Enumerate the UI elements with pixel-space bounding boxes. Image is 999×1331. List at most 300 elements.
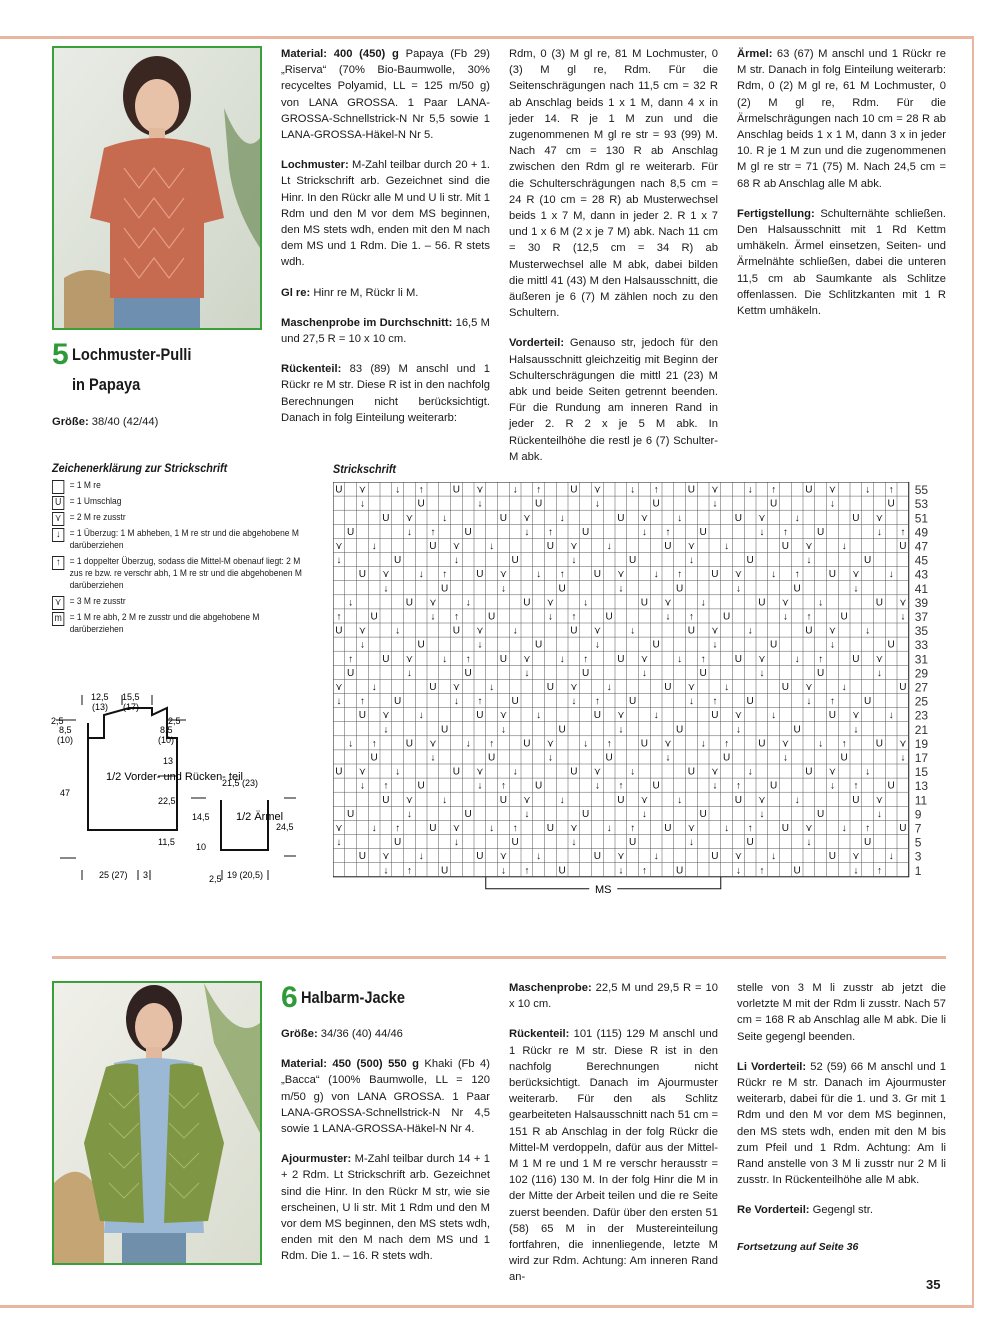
chart-stitch-symbol: ↑ — [547, 526, 553, 538]
section6-col1 — [281, 1026, 490, 1279]
schematic-sleeve-label: 1/2 Ärmel — [236, 811, 284, 823]
chart-stitch-symbol: U — [617, 653, 625, 665]
chart-stitch-symbol: ↓ — [888, 710, 894, 722]
chart-stitch-symbol: U — [687, 484, 695, 496]
chart-stitch-symbol: U — [828, 851, 836, 863]
chart-stitch-symbol: ↓ — [512, 484, 518, 496]
chart-stitch-symbol: ↓ — [700, 738, 706, 750]
chart-stitch-symbol: U — [828, 710, 836, 722]
chart-stitch-symbol: ↓ — [512, 625, 518, 637]
chart-stitch-symbol: U — [452, 625, 460, 637]
chart-stitch-symbol: ↓ — [500, 724, 506, 736]
svg-text:(13): (13) — [92, 702, 109, 712]
chart-stitch-symbol: ↑ — [735, 780, 741, 792]
chart-stitch-symbol: U — [535, 498, 543, 510]
chart-stitch-symbol: ↓ — [524, 808, 530, 820]
chart-stitch-symbol: ⋎ — [781, 738, 790, 750]
chart-stitch-symbol: ↓ — [500, 865, 506, 877]
chart-stitch-symbol: ↓ — [865, 625, 871, 637]
chart-stitch-symbol: ⋎ — [335, 541, 343, 552]
chart-stitch-symbol: ↑ — [653, 484, 659, 496]
pattern-number-5: 5 — [52, 338, 69, 371]
chart-stitch-symbol: ↑ — [630, 823, 636, 834]
chart-stitch-symbol: ↓ — [759, 667, 765, 679]
chart-stitch-symbol: ⋎ — [828, 484, 837, 496]
chart-stitch-symbol: U — [523, 597, 531, 609]
chart-stitch-symbol: U — [734, 794, 742, 806]
svg-text:2,5: 2,5 — [51, 716, 64, 726]
chart-stitch-symbol: U — [417, 498, 425, 510]
paragraph: Maschenprobe: 22,5 M und 29,5 R = 10 x 10 cm. — [509, 982, 718, 1011]
chart-stitch-symbol: ↑ — [865, 823, 871, 834]
chart-stitch-symbol: ↑ — [500, 780, 506, 792]
chart-stitch-symbol: ↓ — [782, 611, 788, 623]
chart-stitch-symbol: U — [652, 498, 660, 510]
chart-stitch-symbol: ↓ — [794, 794, 800, 806]
chart-stitch-symbol: U — [441, 865, 449, 877]
chart-stitch-symbol: U — [664, 541, 672, 552]
chart-stitch-symbol: ↓ — [418, 710, 424, 722]
chart-stitch-symbol: U — [852, 794, 860, 806]
chart-stitch-symbol: ↑ — [782, 526, 788, 538]
chart-stitch-symbol: ⋎ — [593, 625, 602, 637]
chart-stitch-symbol: ↓ — [865, 766, 871, 778]
svg-text:3: 3 — [143, 870, 149, 880]
chart-row-number: 33 — [914, 638, 929, 653]
chart-stitch-symbol: ↑ — [465, 653, 471, 665]
double-decrease-symbol-icon: ↑ — [52, 556, 64, 570]
chart-stitch-symbol: ↓ — [665, 752, 671, 764]
chart-stitch-symbol: ↓ — [724, 541, 730, 552]
chart-stitch-symbol: U — [711, 569, 719, 581]
sk2p-symbol-icon: m — [52, 612, 64, 626]
chart-stitch-symbol: ↓ — [348, 738, 354, 750]
chart-stitch-symbol: U — [370, 752, 378, 764]
chart-stitch-symbol: ↑ — [759, 865, 765, 877]
chart-stitch-symbol: ⋎ — [405, 512, 414, 524]
paragraph: Material: 450 (500) 550 g Khaki (Fb 4) „Bacca“ (100% Baumwolle, LL = 120 m/50 g) von LANA GROSSA. 1 Paar LANA-GROSSA-Schnellstrick-N Nr 4,5 sowie 1 LANA-GROSSA-Häkel-N Nr 4. — [281, 1058, 490, 1136]
chart-stitch-symbol: ⋎ — [358, 766, 367, 778]
chart-stitch-symbol: ↓ — [442, 512, 448, 524]
chart-row-number: 17 — [914, 751, 929, 765]
chart-stitch-symbol: U — [488, 752, 496, 764]
size-line-5: Größe: 38/40 (42/44) — [52, 416, 159, 428]
chart-stitch-symbol: ⋎ — [640, 794, 649, 806]
chart-stitch-symbol: ↓ — [395, 484, 401, 496]
chart-stitch-symbol: ⋎ — [476, 766, 484, 778]
chart-stitch-symbol: U — [817, 526, 825, 538]
chart-stitch-symbol: U — [535, 639, 543, 651]
chart-stitch-symbol: U — [476, 851, 484, 863]
chart-stitch-symbol: ↑ — [794, 569, 800, 581]
chart-stitch-symbol: ⋎ — [523, 794, 531, 806]
chart-stitch-symbol: U — [546, 541, 554, 552]
chart-stitch-symbol: U — [394, 696, 402, 708]
chart-stitch-symbol: ↑ — [688, 611, 694, 623]
chart-stitch-symbol: U — [488, 611, 496, 623]
model-photo-illustration — [54, 983, 260, 1263]
chart-stitch-symbol: ↓ — [771, 710, 777, 722]
chart-stitch-symbol: ↓ — [489, 541, 495, 552]
chart-stitch-symbol: ↓ — [559, 794, 565, 806]
chart-row-number: 45 — [914, 553, 929, 568]
chart-stitch-symbol: U — [429, 682, 437, 693]
chart-stitch-symbol: ↓ — [477, 780, 483, 792]
chart-stitch-symbol: ↓ — [371, 823, 377, 834]
chart-stitch-symbol: U — [429, 541, 437, 552]
chart-stitch-symbol: U — [570, 625, 578, 637]
chart-stitch-symbol: ⋎ — [523, 512, 531, 524]
svg-text:(10): (10) — [158, 735, 175, 745]
chart-stitch-symbol: ↓ — [688, 837, 694, 849]
chart-stitch-symbol: ↓ — [688, 696, 694, 708]
chart-stitch-symbol: U — [405, 738, 413, 750]
chart-stitch-symbol: U — [499, 653, 507, 665]
chart-stitch-symbol: ↑ — [559, 569, 565, 581]
chart-stitch-symbol: ⋎ — [687, 541, 696, 552]
chart-stitch-symbol: U — [676, 583, 684, 595]
paragraph: Lochmuster: M-Zahl teilbar durch 20 + 1. Lt Strickschrift arb. Gezeichnet sind die Hinr. In den Rückr alle M und U li str. Mit 1 Rdm und den M vor dem MS beginnen, den MS stets wdh, enden mit den M nach dem MS und 1 Rdm. Die 1. – 56. R stets wdh. — [281, 159, 490, 269]
chart-stitch-symbol: ↓ — [806, 696, 812, 708]
chart-stitch-symbol: ↓ — [876, 808, 882, 820]
chart-stitch-symbol: ↓ — [900, 752, 906, 764]
chart-stitch-symbol: ↓ — [876, 667, 882, 679]
chart-stitch-symbol: ↓ — [677, 512, 683, 524]
chart-stitch-symbol: ↓ — [371, 682, 377, 693]
chart-stitch-symbol: ⋎ — [781, 597, 790, 609]
chart-stitch-symbol: ⋎ — [805, 682, 813, 693]
section6-col2 — [509, 980, 718, 1300]
chart-stitch-symbol: ↓ — [453, 696, 459, 708]
chart-stitch-symbol: ⋎ — [711, 625, 719, 637]
chart-stitch-symbol: U — [441, 724, 449, 736]
chart-stitch-symbol: U — [523, 738, 531, 750]
paragraph: Ajourmuster: M-Zahl teilbar durch 14 + 1 + 2 Rdm. Lt Strickschrift arb. Gezeichnet sind die Hinr. In den Rückr M str, wie sie erscheinen, U li str. Mit 1 Rdm und den M vor dem MS beginnen, den MS stets wdh, enden mit den M nach dem MS und 1 Rdm. Die 1. – 16. R stets wdh. — [281, 1153, 490, 1263]
chart-stitch-symbol: ↓ — [865, 484, 871, 496]
chart-stitch-symbol: U — [734, 653, 742, 665]
section5-col3 — [737, 46, 946, 333]
chart-stitch-symbol: ↓ — [794, 653, 800, 665]
chart-stitch-symbol: ↓ — [724, 682, 730, 693]
chart-stitch-symbol: U — [711, 710, 719, 722]
chart-stitch-symbol: U — [582, 667, 590, 679]
chart-stitch-symbol: ⋎ — [476, 484, 484, 496]
chart-stitch-symbol: ↑ — [724, 738, 730, 750]
chart-stitch-symbol: ⋎ — [617, 851, 625, 863]
chart-stitch-symbol: U — [570, 484, 578, 496]
chart-stitch-symbol: ↑ — [348, 653, 354, 665]
chart-stitch-symbol: ↑ — [747, 823, 753, 834]
chart-stitch-symbol: U — [593, 569, 601, 581]
chart-stitch-symbol: ⋎ — [452, 682, 461, 693]
chart-stitch-symbol: U — [746, 837, 754, 849]
chart-row-number: 37 — [914, 610, 929, 624]
chart-stitch-symbol: ⋎ — [734, 710, 743, 722]
chart-stitch-symbol: ↑ — [336, 611, 342, 623]
chart-stitch-symbol: ⋎ — [828, 766, 837, 778]
chart-stitch-symbol: ↑ — [771, 484, 777, 496]
svg-text:22,5: 22,5 — [158, 796, 176, 806]
chart-row-number: 27 — [914, 680, 929, 695]
chart-stitch-symbol: ↓ — [630, 766, 636, 778]
chart-stitch-symbol: ↑ — [818, 653, 824, 665]
chart-stitch-symbol: U — [535, 780, 543, 792]
chart-stitch-symbol: U — [770, 498, 778, 510]
chart-stitch-symbol: U — [652, 639, 660, 651]
chart-row-number: 5 — [914, 835, 922, 850]
chart-stitch-symbol: U — [593, 851, 601, 863]
chart-stitch-symbol: ⋎ — [664, 738, 672, 750]
chart-stitch-symbol: ⋎ — [452, 823, 461, 834]
svg-text:8,5: 8,5 — [59, 725, 72, 735]
chart-stitch-symbol: ↓ — [818, 738, 824, 750]
chart-stitch-symbol: ↓ — [359, 780, 365, 792]
chart-stitch-symbol: ↓ — [406, 808, 412, 820]
chart-stitch-symbol: ⋎ — [382, 569, 390, 581]
chart-stitch-symbol: ⋎ — [711, 484, 719, 496]
chart-stitch-symbol: U — [582, 526, 590, 538]
chart-stitch-symbol: ↓ — [571, 555, 577, 567]
chart-row-number: 53 — [914, 497, 929, 512]
chart-stitch-symbol: U — [629, 555, 637, 567]
chart-stitch-symbol: ⋎ — [358, 484, 367, 496]
chart-stitch-symbol: ↓ — [747, 625, 753, 637]
chart-stitch-symbol: ⋎ — [499, 851, 508, 863]
svg-text:21,5 (23): 21,5 (23) — [222, 778, 259, 788]
chart-stitch-symbol: ↑ — [536, 484, 542, 496]
paragraph: Li Vorderteil: 52 (59) 66 M anschl und 1 Rückr re M str. Danach im Ajourmuster weiterarb, dabei für die 1. und 3. Gr mit 1 Rdm und den M vor dem MS beginnen, den MS stets wdh, enden mit den M bis zum Pfeil und 1 Rdm. Achtung: Am li Rand anstelle von 3 M li zusstr nur 2 M li zusstr. In Rückenteilhöhe alle M abk. — [737, 1060, 946, 1187]
chart-stitch-symbol: ⋎ — [452, 541, 461, 552]
chart-stitch-symbol: ↑ — [571, 611, 577, 623]
chart-stitch-symbol: U — [817, 667, 825, 679]
chart-stitch-symbol: U — [358, 851, 366, 863]
chart-stitch-symbol: U — [793, 724, 801, 736]
chart-stitch-symbol: ↓ — [618, 724, 624, 736]
chart-stitch-symbol: ↓ — [383, 724, 389, 736]
chart-stitch-symbol: ↓ — [641, 526, 647, 538]
chart-stitch-symbol: ↓ — [759, 526, 765, 538]
chart-stitch-symbol: U — [394, 555, 402, 567]
chart-stitch-symbol: ↑ — [453, 611, 459, 623]
chart-stitch-symbol: ⋎ — [523, 653, 531, 665]
chart-stitch-symbol: ⋎ — [734, 569, 743, 581]
symbol-legend — [52, 462, 302, 640]
skp-symbol-icon: ↓ — [52, 528, 64, 542]
chart-stitch-symbol: ↓ — [735, 724, 741, 736]
chart-stitch-symbol: ↓ — [594, 780, 600, 792]
chart-stitch-symbol: ⋎ — [546, 597, 555, 609]
chart-stitch-symbol: U — [664, 823, 672, 834]
chart-stitch-symbol: U — [887, 639, 895, 651]
photo-lochmuster-pulli — [52, 46, 262, 330]
chart-stitch-symbol: U — [676, 724, 684, 736]
chart-stitch-symbol: ↓ — [406, 526, 412, 538]
chart-stitch-symbol: ↓ — [712, 639, 718, 651]
chart-stitch-symbol: ⋎ — [758, 512, 766, 524]
chart-stitch-symbol: ⋎ — [405, 794, 414, 806]
chart-stitch-symbol: ⋎ — [899, 738, 907, 750]
chart-stitch-symbol: ↓ — [641, 667, 647, 679]
chart-stitch-symbol: ⋎ — [640, 512, 649, 524]
legend-item: m = 1 M re abh, 2 M re zusstr und die abgehobene M darüberziehen — [52, 612, 307, 636]
chart-stitch-symbol: ↓ — [418, 569, 424, 581]
chart-row-number: 29 — [914, 666, 929, 681]
chart-stitch-symbol: ↓ — [759, 808, 765, 820]
k2tog-symbol-icon: ⋎ — [52, 512, 64, 526]
chart-row-number: 25 — [914, 694, 929, 709]
chart-stitch-symbol: ↓ — [641, 808, 647, 820]
chart-stitch-symbol: U — [746, 555, 754, 567]
chart-row-number: 11 — [914, 793, 928, 808]
chart-stitch-symbol: U — [875, 597, 883, 609]
svg-text:(17): (17) — [123, 702, 140, 712]
title-block-5 — [52, 340, 69, 370]
k3tog-symbol-icon: ⋎ — [52, 596, 64, 610]
chart-stitch-symbol: ⋎ — [546, 738, 555, 750]
chart-stitch-symbol: U — [452, 766, 460, 778]
chart-stitch-symbol: U — [781, 682, 789, 693]
chart-stitch-symbol: ⋎ — [640, 653, 649, 665]
knitting-chart — [333, 482, 948, 907]
svg-text:12,5: 12,5 — [91, 692, 109, 702]
chart-stitch-symbol: U — [335, 625, 343, 637]
chart-stitch-symbol: ↓ — [606, 823, 612, 834]
chart-stitch-symbol: U — [781, 823, 789, 834]
chart-stitch-symbol: ↑ — [606, 738, 612, 750]
chart-stitch-symbol: U — [664, 682, 672, 693]
chart-stitch-symbol: ↑ — [829, 696, 835, 708]
chart-stitch-symbol: ↑ — [489, 738, 495, 750]
paragraph: Fertigstellung: Schulternähte schließen. Den Halsausschnitt mit 1 Rd Kettm umhäkeln. Ärmel einsetzen, Seiten- und Ärmelnähte schließen, dabei die unteren 11,5 cm ab Saumkante als Schlitze offenlassen. Die Schlitzkanten mit 1 R Kettm umhäkeln. — [737, 207, 946, 318]
chart-stitch-symbol: ↑ — [618, 780, 624, 792]
chart-stitch-symbol: ↓ — [395, 766, 401, 778]
paragraph: Rdm, 0 (3) M gl re, 81 M Lochmuster, 0 (3) M gl re, Rdm. Für die Seitenschrägungen nach 11,5 cm = 32 R ab Anschlag beids 1 x 1 M, dann 4 x in jeder 14. R je 1 M zun und die zugenommenen M gl re str = 93 (99) M. Nach 47 cm = 130 R ab Anschlag zwischen den Rdm gl re weiterarb. Für die Schulterschrägungen nach 8,5 cm = 24 R (10 cm = 28 R) ab Musterwechsel beids 1 x 7 M, dann in jeder 2. R 1 x 7 und 1 x 6 M (2 x je 7 M) abk. Nach 11 cm = 30 R (12,5 cm = 34 R) ab Musterwechsel alle M abk, dabei bilden die mittl 41 (43) M den Halsausschnitt, die äußeren je 6 (7) M zählen noch zu den Schultern. — [509, 48, 718, 320]
chart-stitch-symbol: U — [464, 667, 472, 679]
chart-stitch-symbol: ↓ — [371, 541, 377, 552]
chart-stitch-symbol: U — [781, 541, 789, 552]
section5-col2 — [509, 46, 718, 479]
chart-stitch-symbol: ↓ — [477, 639, 483, 651]
chart-stitch-symbol: ↑ — [430, 526, 436, 538]
chart-stitch-symbol: U — [746, 696, 754, 708]
chart-row-number: 31 — [914, 652, 929, 667]
chart-stitch-symbol: U — [899, 541, 907, 552]
chart-stitch-symbol: ⋎ — [335, 823, 343, 834]
chart-stitch-symbol: U — [805, 625, 813, 637]
chart-stitch-symbol: U — [499, 794, 507, 806]
chart-stitch-symbol: ⋎ — [875, 512, 884, 524]
chart-stitch-symbol: U — [558, 583, 566, 595]
chart-stitch-symbol: ↑ — [512, 823, 518, 834]
chart-stitch-symbol: ⋎ — [875, 794, 884, 806]
chart-stitch-symbol: U — [640, 738, 648, 750]
chart-stitch-symbol: ↓ — [618, 865, 624, 877]
chart-stitch-symbol: ⋎ — [617, 710, 625, 722]
chart-stitch-symbol: U — [793, 583, 801, 595]
chart-stitch-symbol: U — [358, 710, 366, 722]
chart-stitch-symbol: ↓ — [418, 851, 424, 863]
chart-stitch-symbol: ↓ — [888, 851, 894, 863]
chart-stitch-symbol: U — [887, 780, 895, 792]
chart-row-number: 51 — [914, 511, 929, 526]
chart-stitch-symbol: ↑ — [359, 696, 365, 708]
chart-stitch-symbol: ↑ — [712, 696, 718, 708]
chart-stitch-symbol: U — [464, 526, 472, 538]
chart-stitch-symbol: ↓ — [630, 484, 636, 496]
chart-stitch-symbol: U — [887, 498, 895, 510]
chart-stitch-symbol: ⋎ — [828, 625, 837, 637]
repeat-label: MS — [595, 883, 612, 896]
chart-stitch-symbol: ↓ — [442, 653, 448, 665]
chart-stitch-symbol: ⋎ — [805, 823, 813, 834]
chart-stitch-symbol: U — [382, 794, 390, 806]
chart-stitch-symbol: ↓ — [336, 696, 342, 708]
chart-stitch-symbol: ↑ — [841, 738, 847, 750]
chart-stitch-symbol: ↓ — [571, 696, 577, 708]
chart-stitch-symbol: ↑ — [677, 569, 683, 581]
chart-row-number: 13 — [914, 779, 929, 794]
chart-stitch-symbol: ↓ — [724, 823, 730, 834]
chart-stitch-symbol: ↓ — [348, 597, 354, 609]
paragraph: Ärmel: 63 (67) M anschl und 1 Rückr re M str. Danach in folg Einteilung weiterarb: Rdm, 0 (2) M gl re, 61 M Lochmuster, 0 (2) M gl re, Rdm. Für die Ärmelschrägungen nach 10 cm = 28 R ab Anschlag beids 1 x 1 M, dann 3 x in jeder 10. R je 1 M zun und die zugenommenen M gl re str = 71 (75) M. Nach 24,5 cm = 68 R ab Anschlag alle M abk. — [737, 48, 946, 190]
legend-item: ⋎ = 3 M re zusstr — [52, 596, 307, 608]
chart-stitch-symbol: U — [852, 653, 860, 665]
chart-stitch-symbol: ↓ — [606, 682, 612, 693]
chart-stitch-symbol: ↑ — [383, 780, 389, 792]
chart-stitch-symbol: ↓ — [677, 653, 683, 665]
paragraph: Material: 400 (450) g Papaya (Fb 29) „Riserva“ (70% Bio-Baumwolle, 30% recyceltes Polyamid, LL = 125 m/50 g) von LANA GROSSA. 1 Paar LANA-GROSSA-Schnellstrick-N Nr 5,5 sowie 1 LANA-GROSSA-Häkel-N Nr 5. — [281, 48, 490, 142]
chart-stitch-symbol: ↑ — [853, 780, 859, 792]
chart-stitch-symbol: ↓ — [665, 611, 671, 623]
chart-stitch-symbol: U — [640, 597, 648, 609]
chart-stitch-symbol: U — [852, 512, 860, 524]
chart-stitch-symbol: U — [676, 865, 684, 877]
chart-stitch-symbol: ↓ — [794, 512, 800, 524]
chart-stitch-symbol: ↓ — [453, 837, 459, 849]
knit-symbol-icon — [52, 480, 64, 494]
chart-stitch-symbol: U — [617, 794, 625, 806]
chart-stitch-symbol: U — [476, 569, 484, 581]
section-separator — [52, 956, 946, 959]
chart-stitch-symbol: ↓ — [841, 541, 847, 552]
pattern-title-6: Halbarm-Jacke — [301, 988, 406, 1007]
chart-stitch-symbol: ↓ — [653, 569, 659, 581]
chart-stitch-symbol: ↓ — [465, 738, 471, 750]
pattern-number-6: 6 — [281, 981, 298, 1014]
legend-item: ↑ = 1 doppelter Überzug, sodass die Mittel-M obenauf liegt: 2 M zus re bzw. re verschr abh, 1 M re str und die abgehobenen M darüberziehen — [52, 556, 307, 592]
chart-stitch-symbol: U — [358, 569, 366, 581]
chart-stitch-symbol: ↓ — [853, 583, 859, 595]
chart-stitch-symbol: U — [734, 512, 742, 524]
chart-stitch-symbol: ↓ — [735, 583, 741, 595]
svg-text:19 (20,5): 19 (20,5) — [227, 870, 264, 880]
chart-stitch-symbol: U — [570, 766, 578, 778]
svg-text:11,5: 11,5 — [158, 837, 175, 847]
chart-row-number: 15 — [914, 765, 929, 780]
chart-stitch-symbol: U — [476, 710, 484, 722]
chart-stitch-symbol: U — [687, 766, 695, 778]
chart-stitch-symbol: U — [840, 611, 848, 623]
chart-row-number: 39 — [914, 595, 929, 610]
chart-row-number: 19 — [914, 736, 929, 751]
chart-stitch-symbol: U — [347, 526, 355, 538]
chart-stitch-symbol: ↓ — [888, 569, 894, 581]
chart-stitch-symbol: ↓ — [442, 794, 448, 806]
chart-stitch-symbol: ⋎ — [593, 766, 602, 778]
chart-stitch-symbol: ↓ — [336, 837, 342, 849]
chart-stitch-symbol: ↓ — [477, 498, 483, 510]
chart-stitch-symbol: ↓ — [489, 823, 495, 834]
